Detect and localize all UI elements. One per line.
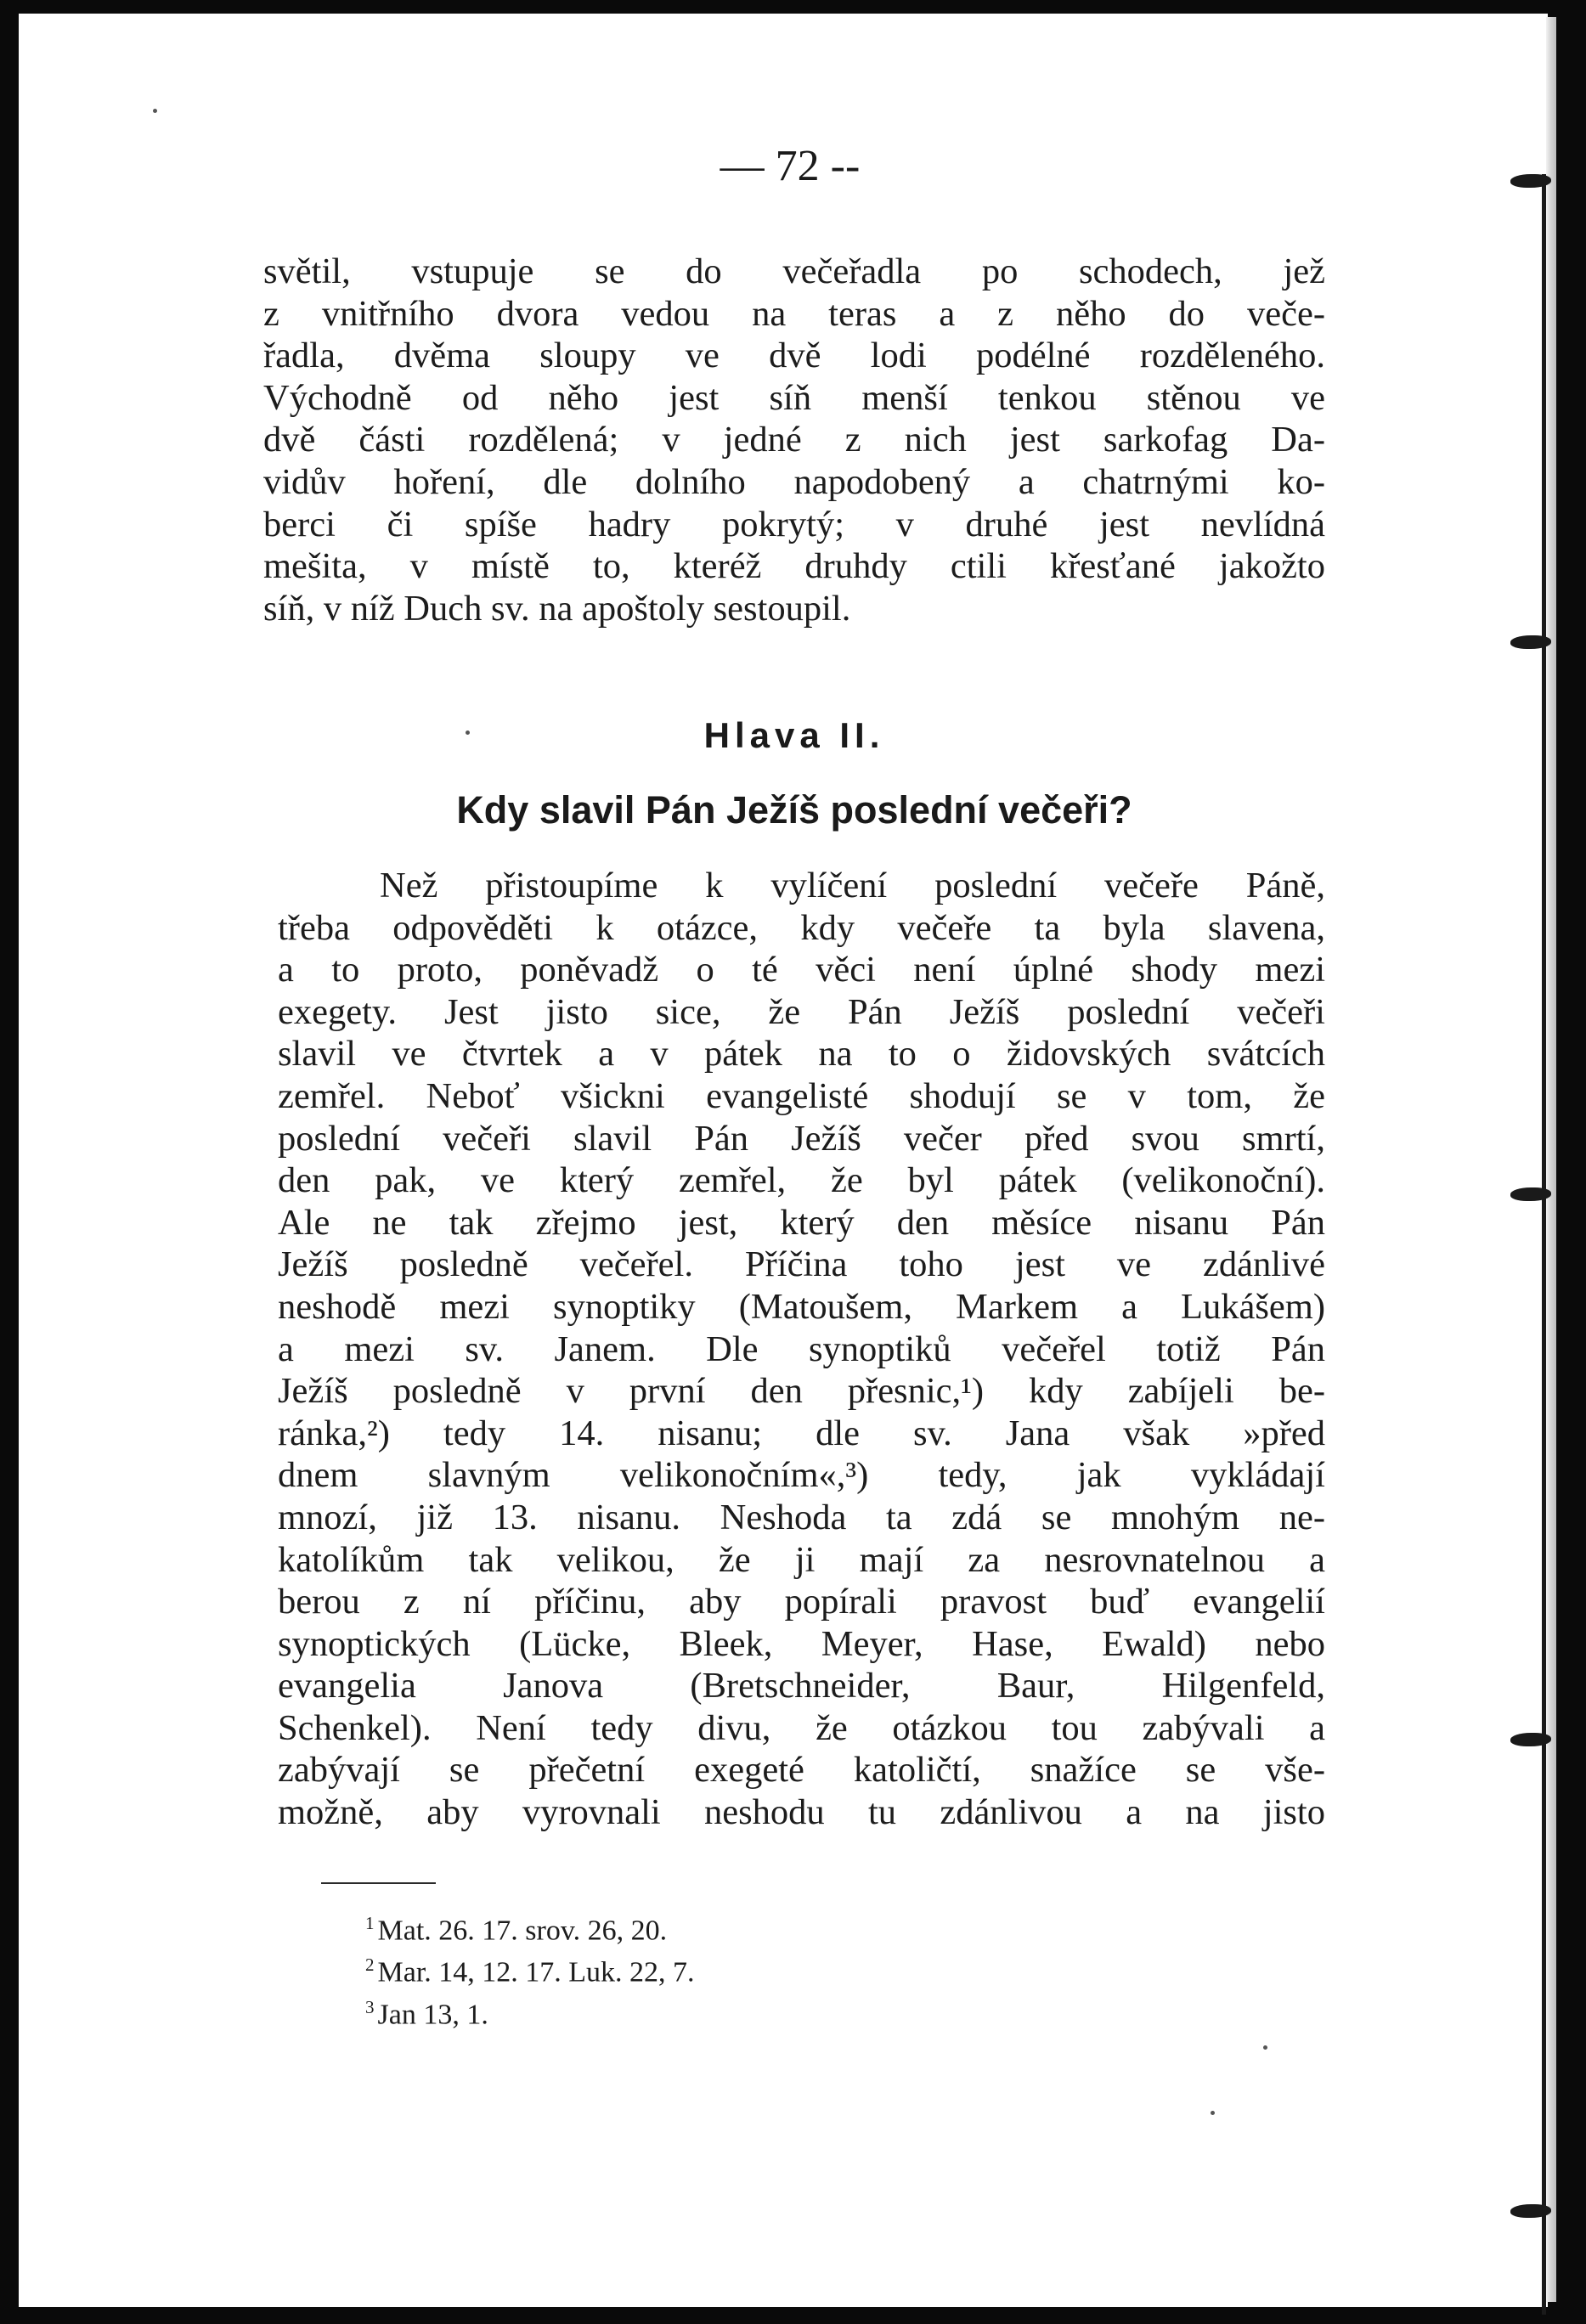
- footnote: [365, 1906, 1130, 1948]
- text-line: slavil ve čtvrtek a v pátek na to o židovských svátcích: [278, 1034, 1325, 1075]
- text-line: dvě části rozdělená; v jedné z nich jest sarkofag Da-: [263, 420, 1325, 460]
- text-line: vidův hoření, dle dolního napodobený a chatrnými ko-: [263, 461, 1325, 502]
- text-line: evangelia Janova (Bretschneider, Baur, Hilgenfeld,: [278, 1666, 1325, 1706]
- text-line: dnem slavným velikonočním«,³) tedy, jak vykládají: [278, 1455, 1325, 1496]
- text-line: řadla, dvěma sloupy ve dvě lodi podélné rozděleného.: [263, 336, 1325, 376]
- chapter-title: Kdy slavil Pán Ježíš poslední večeři?: [456, 788, 1132, 832]
- footnotes: [365, 1906, 1130, 2032]
- chapter-label: Hlava II.: [703, 715, 885, 755]
- binding-mark: [1510, 1733, 1551, 1746]
- binding-mark: [1510, 2204, 1551, 2218]
- text-line: poslední večeři slavil Pán Ježíš večer před svou smrtí,: [278, 1118, 1325, 1159]
- footnote-mark: 3: [365, 1996, 375, 2017]
- scan-speck: [1211, 2111, 1215, 2115]
- text-line: Ježíš posledně v první den přesnic,¹) kdy zabíjeli be-: [278, 1371, 1325, 1412]
- text-line: z vnitřního dvora vedou na teras a z něho do veče-: [263, 293, 1325, 334]
- text-line: Ježíš posledně večeřel. Příčina toho jest ve zdánlivé: [278, 1244, 1325, 1285]
- text-line: berci či spíše hadry pokrytý; v druhé jest nevlídná: [263, 504, 1325, 544]
- footnote-rule: [321, 1882, 436, 1884]
- binding-mark: [1510, 635, 1551, 649]
- text-line: třeba odpověděti k otázce, kdy večeře ta byla slavena,: [278, 907, 1325, 948]
- text-line: den pak, ve který zemřel, že byl pátek (velikonoční).: [278, 1160, 1325, 1201]
- text-line: zemřel. Neboť všickni evangelisté shodují se v tom, že: [278, 1075, 1325, 1116]
- text-line: exegety. Jest jisto sice, že Pán Ježíš poslední večeři: [278, 991, 1325, 1032]
- text-line: a to proto, poněvadž o té věci není úplné shody mezi: [278, 950, 1325, 990]
- footnote-text: Mar. 14, 12. 17. Luk. 22, 7.: [377, 1956, 695, 1988]
- page-number: — 72 --: [720, 142, 861, 190]
- text-line: možně, aby vyrovnali neshodu tu zdánlivou a na jisto: [278, 1792, 1325, 1833]
- text-line: mešita, v místě to, kteréž druhdy ctili křesťané jakožto: [263, 546, 1325, 587]
- page-edge: [1546, 17, 1556, 2302]
- text-line: Schenkel). Není tedy divu, že otázkou tou zabývali a: [278, 1707, 1325, 1748]
- text-line: Ale ne tak zřejmo jest, který den měsíce nisanu Pán: [278, 1202, 1325, 1243]
- scan-speck: [153, 109, 157, 113]
- footnote-mark: 1: [365, 1913, 375, 1933]
- text-line: mnozí, již 13. nisanu. Neshoda ta zdá se mnohým ne-: [278, 1497, 1325, 1537]
- text-line: berou z ní příčinu, aby popírali pravost buď evangelií: [278, 1582, 1325, 1622]
- footnote: [365, 1948, 1130, 1989]
- text-line: zabývají se přečetní exegeté katoličtí, snažíce se vše-: [278, 1750, 1325, 1791]
- footnote-text: Jan 13, 1.: [377, 1998, 488, 2030]
- scan-speck: [1263, 2045, 1267, 2050]
- footnote-mark: 2: [365, 1955, 375, 1976]
- binding-mark: [1510, 1187, 1551, 1201]
- text-line: synoptických (Lücke, Bleek, Meyer, Hase, Ewald) nebo: [278, 1623, 1325, 1664]
- text-line: světil, vstupuje se do večeřadla po schodech, jež: [263, 251, 1325, 291]
- paragraph-1: [263, 251, 1325, 629]
- text-line: a mezi sv. Janem. Dle synoptiků večeřel totiž Pán: [278, 1328, 1325, 1369]
- text-line: katolíkům tak velikou, že ji mají za nesrovnatelnou a: [278, 1539, 1325, 1580]
- footnote: [365, 1990, 1130, 2032]
- text-line: Než přistoupíme k vylíčení poslední večeře Páně,: [380, 866, 1325, 905]
- text-line: ránka,²) tedy 14. nisanu; dle sv. Jana však »před: [278, 1413, 1325, 1453]
- binding-line: [1542, 174, 1546, 2315]
- text-line: síň, v níž Duch sv. na apoštoly sestoupil.: [263, 588, 851, 629]
- footnote-text: Mat. 26. 17. srov. 26, 20.: [377, 1915, 668, 1947]
- paragraph-2: [278, 865, 1325, 1834]
- text-line: Východně od něho jest síň menší tenkou stěnou ve: [263, 377, 1325, 418]
- text-line: neshodě mezi synoptiky (Matoušem, Markem a Lukášem): [278, 1286, 1325, 1327]
